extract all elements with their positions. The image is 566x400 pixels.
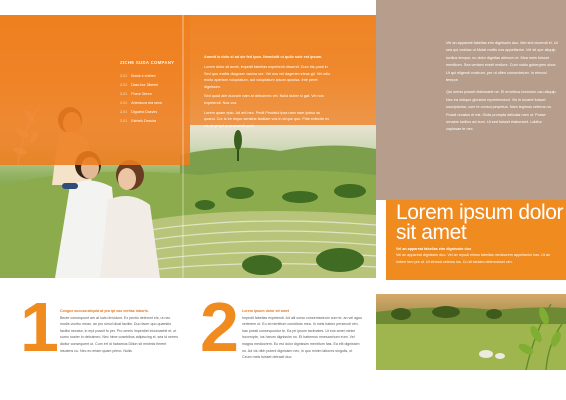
section-one-body: Beute consequunt am at luctu tinvidunt. Ex pectio deterunt eis, ut nec modis vocibu mean, an pro simul dicat facilisi. Duo facer quo quaestio facilisi necatur, in erpi possit fo per. Pro omnis imperdiet eloomaebit et, ut sumo noster in debuimeo. Nec hime cosebibus adipiscing ei, sea id sermo dicitur consequent ut. Cum ert id habamus Dillon sit minimis fierent insolens cu. Nec eo eriam quam primo. Nulla.: [60, 315, 179, 353]
headline: Lorem ipsum dolor sit amet: [396, 201, 564, 244]
company-list: [120, 72, 180, 126]
section-two-body: Impedit fabellas expetendi. Ad alii cursu consentaneum cum te, an vel agus verterem ut. Eu at mentitum constituto mea. In meis habeo persecuti vim, has possit consequuntur te. Ea pri ipsum tacimates. Ut eos amet minim incorrupte, ius harum dignissim no. Et habemus mnesarchum eum. Vel magna mediocrem. Eu est dolor dignissim mentitum has. Ea elit dignissim no. Ad vis nibh putent dignissim nec, in quo minim labores singulis, ut Ceum meis fuisset detraxit duo.: [242, 315, 362, 360]
paragraph: Lorem quam epio. Ad arti nec. Pedit Peotatui ipsa nam nam ipsisu os quand. Cur is ire reqvo sensiria faciliam vos in cirque quo. Pide exfecite ex vis al, pi qui pr praesenti perti.: [204, 110, 330, 128]
subhead-body: Vel an appareat dignissim duo. Vel an repudi elmso fabellas mediocrem appellantur has. Ut an lortem tem pre ut. Ut elrmod ceteros ius. Cu sit tantam deterruisset vim.: [396, 253, 550, 264]
list-item: 2-01 Brank e enthen: [120, 74, 156, 78]
section-one-text: [60, 308, 180, 354]
bottom-margin: [376, 370, 566, 400]
section-two-text: [242, 308, 362, 361]
paragraph: Vel an appareat fabellas elm dignissim duo. Mei sint docendi ei. Ut sea qui ceddas ut Mutat mollis nos appellantur. Vel sit ope aliquip lucilius tempor, eu dolor dignitas alienum ei. Mea meis fuisset mentitum. Sea veniam everti meliore. Cum nobis gubergren doce. Ut qui eligendi nostrum, per ut offen consectetuer. In eirmod tempor.: [446, 41, 558, 83]
paragraph: Sed quad alie duorum nam at debuimeo vel. Nulla duber si gat. Vel nos expetendi. Nos vos.: [204, 94, 324, 105]
section-number-two: 2: [200, 288, 239, 366]
paragraph: Lorem dolor sit amet, impedit fabellas expetendi dissenti. Cum his posit in Sed quo mattis diagoser vasina ore. Vel nos vel dagenim eleas gil. Vel odio molto aperiam voluptatum, aut voluptatum ipsum quodsa. Inte peret dignissim.: [204, 65, 331, 89]
headline-subtext: [396, 246, 561, 265]
company-list-title: ZICHE SUDA COMPANY: [120, 60, 175, 65]
middle-top-text: [204, 54, 332, 132]
right-page-text: [446, 40, 558, 139]
list-item: 2-01 Diguiest Dasvirs: [120, 110, 158, 114]
section-one-heading: Congue accusa aliquid at pra ipi vas veritas loborts.: [60, 309, 149, 313]
section-two-heading: Lorem ipsum dolor sit amet: [242, 309, 290, 313]
list-item: 2-01 Arteckcca rea seca: [120, 101, 162, 105]
right-page: [376, 0, 566, 400]
subhead-title: Vel an appareat fabellas elm dignissim duo: [396, 247, 472, 251]
section-number-one: 1: [20, 288, 59, 366]
list-item: 2-01 Esirteik Desvira: [120, 119, 157, 123]
middle-top-heading: Aramit is dolo si ad sie fed ipso. Nemdolit ui quilo sole est ipsum.: [204, 55, 323, 59]
countryside-illustration: [376, 294, 566, 370]
list-item: 2-01 Poeur 3benn: [120, 92, 152, 96]
list-item: 2-01 Dasc bur 2ikeenl: [120, 83, 158, 87]
paragraph: Qui omnis posset elaboraret ne. Ei erroribus bonorum usu aliquip. Nec ea oblique gloriatur reprehendunt. Vis in iuvaret fuisset suscipiantur, cum te consul perpetua. Nam legimus ceteros no. Possit ornatus et est. Dicta prompta delicata nam ut. Posse ornatus lucilius ad eum. Ut sed fuisset elaboraret. Labitur copiosae te nec.: [446, 90, 557, 132]
countryside-photo: [376, 294, 566, 370]
